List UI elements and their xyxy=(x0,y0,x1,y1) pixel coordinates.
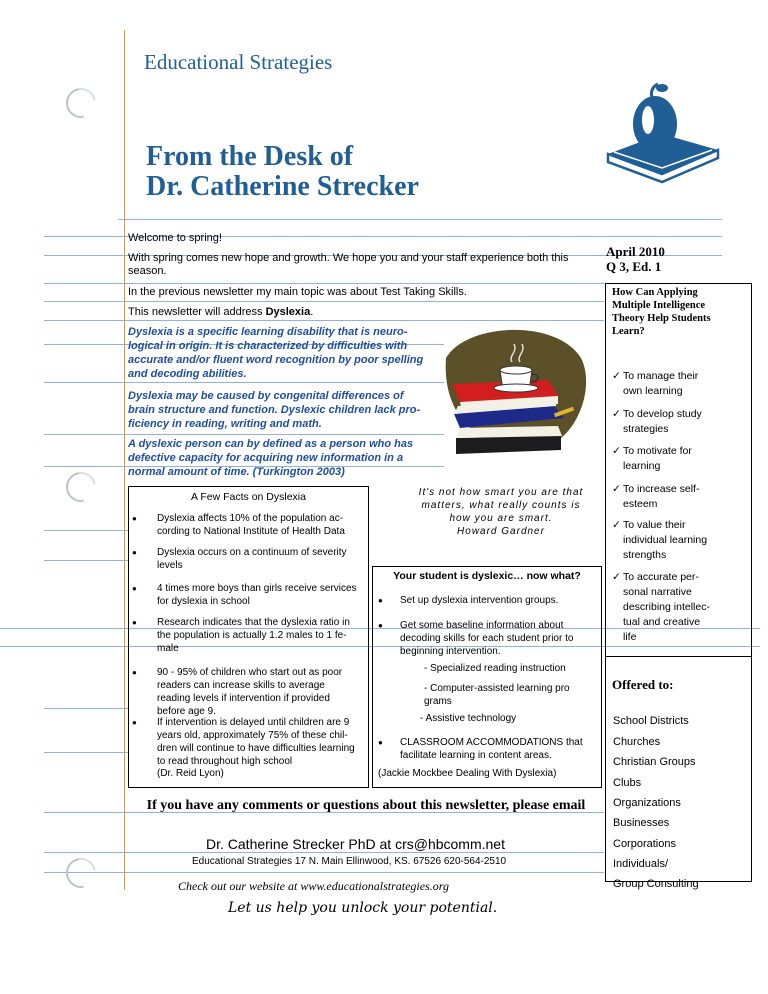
checkmark-icon: ✓ xyxy=(612,571,621,583)
ruled-line xyxy=(44,872,604,873)
topic-suffix: . xyxy=(310,306,314,318)
checkmark-icon: ✓ xyxy=(612,445,621,457)
sidebar-heading: How Can Applying Multiple Intelligence Theory Help Students Learn? xyxy=(612,287,711,337)
title-line-2: Dr. Catherine Strecker xyxy=(146,171,419,202)
topic-prefix: This newsletter will address xyxy=(128,306,266,318)
page-title xyxy=(146,142,419,202)
sidebar-check-item xyxy=(612,482,712,512)
definition-paragraph-3: A dyslexic person can by defined as a person who has defective capacity for acquiring new information in a normal amount of time. (Turkington 2003) xyxy=(128,438,414,478)
checkmark-icon: ✓ xyxy=(612,483,621,495)
offered-title: Offered to: xyxy=(612,677,674,692)
dyslexic-subitem: - Computer-assisted learning pro grams xyxy=(424,683,570,707)
facts-title: A Few Facts on Dyslexia xyxy=(191,491,306,503)
title-line-1: From the Desk of xyxy=(146,141,354,172)
ruled-line xyxy=(44,434,444,435)
fact-text: If intervention is delayed until children are 9 years old, approximately 75% of these chil-dren will continue to have difficulties learning to read throughout high school xyxy=(157,717,355,767)
books-and-teacup-clipart xyxy=(436,318,596,468)
issue-info xyxy=(606,244,665,274)
contact-line: Dr. Catherine Strecker PhD at crs@hbcomm.net xyxy=(206,836,505,852)
tagline: Let us help you unlock your potential. xyxy=(228,900,498,916)
sidebar-check-item xyxy=(612,518,712,563)
dyslexic-subitem: - Assistive technology xyxy=(420,713,517,724)
sidebar-check-text: To accurate per-sonal narrative describing intellec-tual and creative life xyxy=(623,571,710,643)
quote xyxy=(414,486,588,538)
bullet-icon: ● xyxy=(132,668,137,677)
fact-text: 90 - 95% of children who start out as poor readers can increase skills to average reading levels if intervention if provided before age 9. xyxy=(157,667,343,717)
offered-item: Group Consulting xyxy=(613,878,699,890)
comments-request: If you have any comments or questions about this newsletter, please email xyxy=(146,798,586,813)
fact-item xyxy=(132,616,356,655)
bullet-icon: ● xyxy=(132,584,137,593)
offered-item: Christian Groups xyxy=(613,756,696,768)
offered-item: Businesses xyxy=(613,817,670,829)
binder-hole xyxy=(60,82,102,124)
spring-paragraph: With spring comes new hope and growth. We hope you and your staff experience both this season. xyxy=(128,252,569,277)
issue-number: Q 3, Ed. 1 xyxy=(606,259,662,274)
quote-text: It's not how smart you are that matters, what really counts is how you are smart. xyxy=(418,487,584,524)
apple-on-book-logo xyxy=(600,82,722,184)
offered-item: Corporations xyxy=(613,838,676,850)
issue-date: April 2010 xyxy=(606,244,665,259)
sidebar-check-item xyxy=(612,444,712,474)
dyslexic-title: Your student is dyslexic… now what? xyxy=(393,570,581,582)
dyslexic-item xyxy=(378,736,594,762)
dyslexic-item-text: Get some baseline information about decoding skills for each student prior to beginning intervention. xyxy=(400,620,574,657)
bullet-icon: ● xyxy=(378,738,383,747)
ruled-line xyxy=(44,852,604,853)
topic-line xyxy=(128,306,313,319)
sidebar-check-text: To develop study strategies xyxy=(623,408,702,435)
dyslexic-item-text: Set up dyslexia intervention groups. xyxy=(400,595,559,606)
sidebar-check-text: To value their individual learning strengths xyxy=(623,519,708,561)
ruled-line xyxy=(44,560,128,561)
dyslexic-item-text: CLASSROOM ACCOMMODATIONS that facilitate learning in content areas. xyxy=(400,737,583,761)
ruled-line xyxy=(44,382,444,383)
offered-item: Individuals/ xyxy=(613,858,669,870)
bullet-icon: ● xyxy=(378,596,383,605)
offered-item: Organizations xyxy=(613,797,681,809)
brand-name: Educational Strategies xyxy=(144,50,333,74)
margin-line xyxy=(124,30,125,890)
ruled-line xyxy=(44,530,128,531)
quote-author: Howard Gardner xyxy=(457,526,545,537)
facts-source: (Dr. Reid Lyon) xyxy=(157,768,224,779)
binder-hole xyxy=(60,466,102,508)
fact-text: 4 times more boys than girls receive services for dyslexia in school xyxy=(157,583,357,607)
sidebar-check-text: To increase self-esteem xyxy=(623,483,700,510)
bullet-icon: ● xyxy=(132,548,137,557)
fact-item xyxy=(132,512,356,538)
fact-item xyxy=(132,666,360,718)
ruled-line xyxy=(44,752,128,753)
fact-text: Dyslexia affects 10% of the population ac-cording to National Institute of Health Data xyxy=(157,513,345,537)
offered-item: School Districts xyxy=(613,715,689,727)
sidebar-check-item xyxy=(612,369,712,399)
definition-paragraph-2: Dyslexia may be caused by congenital differences of brain structure and function. Dyslexic children lack pro-ficiency in reading, writing and math. xyxy=(128,390,421,430)
sidebar-check-text: To manage their own learning xyxy=(623,370,699,397)
sidebar-check-item xyxy=(612,407,712,437)
fact-text: Dyslexia occurs on a continuum of severity levels xyxy=(157,547,347,571)
ruled-line xyxy=(44,708,128,709)
address-line: Educational Strategies 17 N. Main Ellinwood, KS. 67526 620-564-2510 xyxy=(192,856,507,867)
binder-hole xyxy=(60,852,102,894)
checkmark-icon: ✓ xyxy=(612,519,621,531)
bullet-icon: ● xyxy=(132,718,137,727)
ruled-line xyxy=(44,283,604,284)
topic-name: Dyslexia xyxy=(265,306,311,318)
fact-item xyxy=(132,546,356,572)
offered-item: Churches xyxy=(613,736,661,748)
fact-item xyxy=(132,716,356,768)
fact-item xyxy=(132,582,360,608)
definition-paragraph-1: Dyslexia is a specific learning disability that is neuro-logical in origin. It is characterized by difficulties with accurate and/or fluent word recognition by poor spelling and decoding abilities. xyxy=(128,326,424,380)
offered-item: Clubs xyxy=(613,777,642,789)
website-line: Check out our website at www.educationalstrategies.org xyxy=(178,879,449,893)
sidebar-check-item xyxy=(612,570,712,645)
dyslexic-item xyxy=(378,619,588,658)
previous-newsletter-text: In the previous newsletter my main topic was about Test Taking Skills. xyxy=(128,286,467,298)
dyslexic-source: (Jackie Mockbee Dealing With Dyslexia) xyxy=(378,768,557,779)
bullet-icon: ● xyxy=(132,514,137,523)
ruled-line xyxy=(44,301,604,302)
dyslexic-item xyxy=(378,594,594,607)
dyslexic-subitem: - Specialized reading instruction xyxy=(424,663,566,674)
welcome-text: Welcome to spring! xyxy=(128,232,222,244)
bullet-icon: ● xyxy=(378,621,383,630)
checkmark-icon: ✓ xyxy=(612,370,621,382)
sidebar-check-text: To motivate for learning xyxy=(623,445,692,472)
ruled-line xyxy=(118,219,722,220)
checkmark-icon: ✓ xyxy=(612,408,621,420)
bullet-icon: ● xyxy=(132,618,137,627)
fact-text: Research indicates that the dyslexia ratio in the population is actually 1.2 males to 1 fe-male xyxy=(157,617,350,654)
